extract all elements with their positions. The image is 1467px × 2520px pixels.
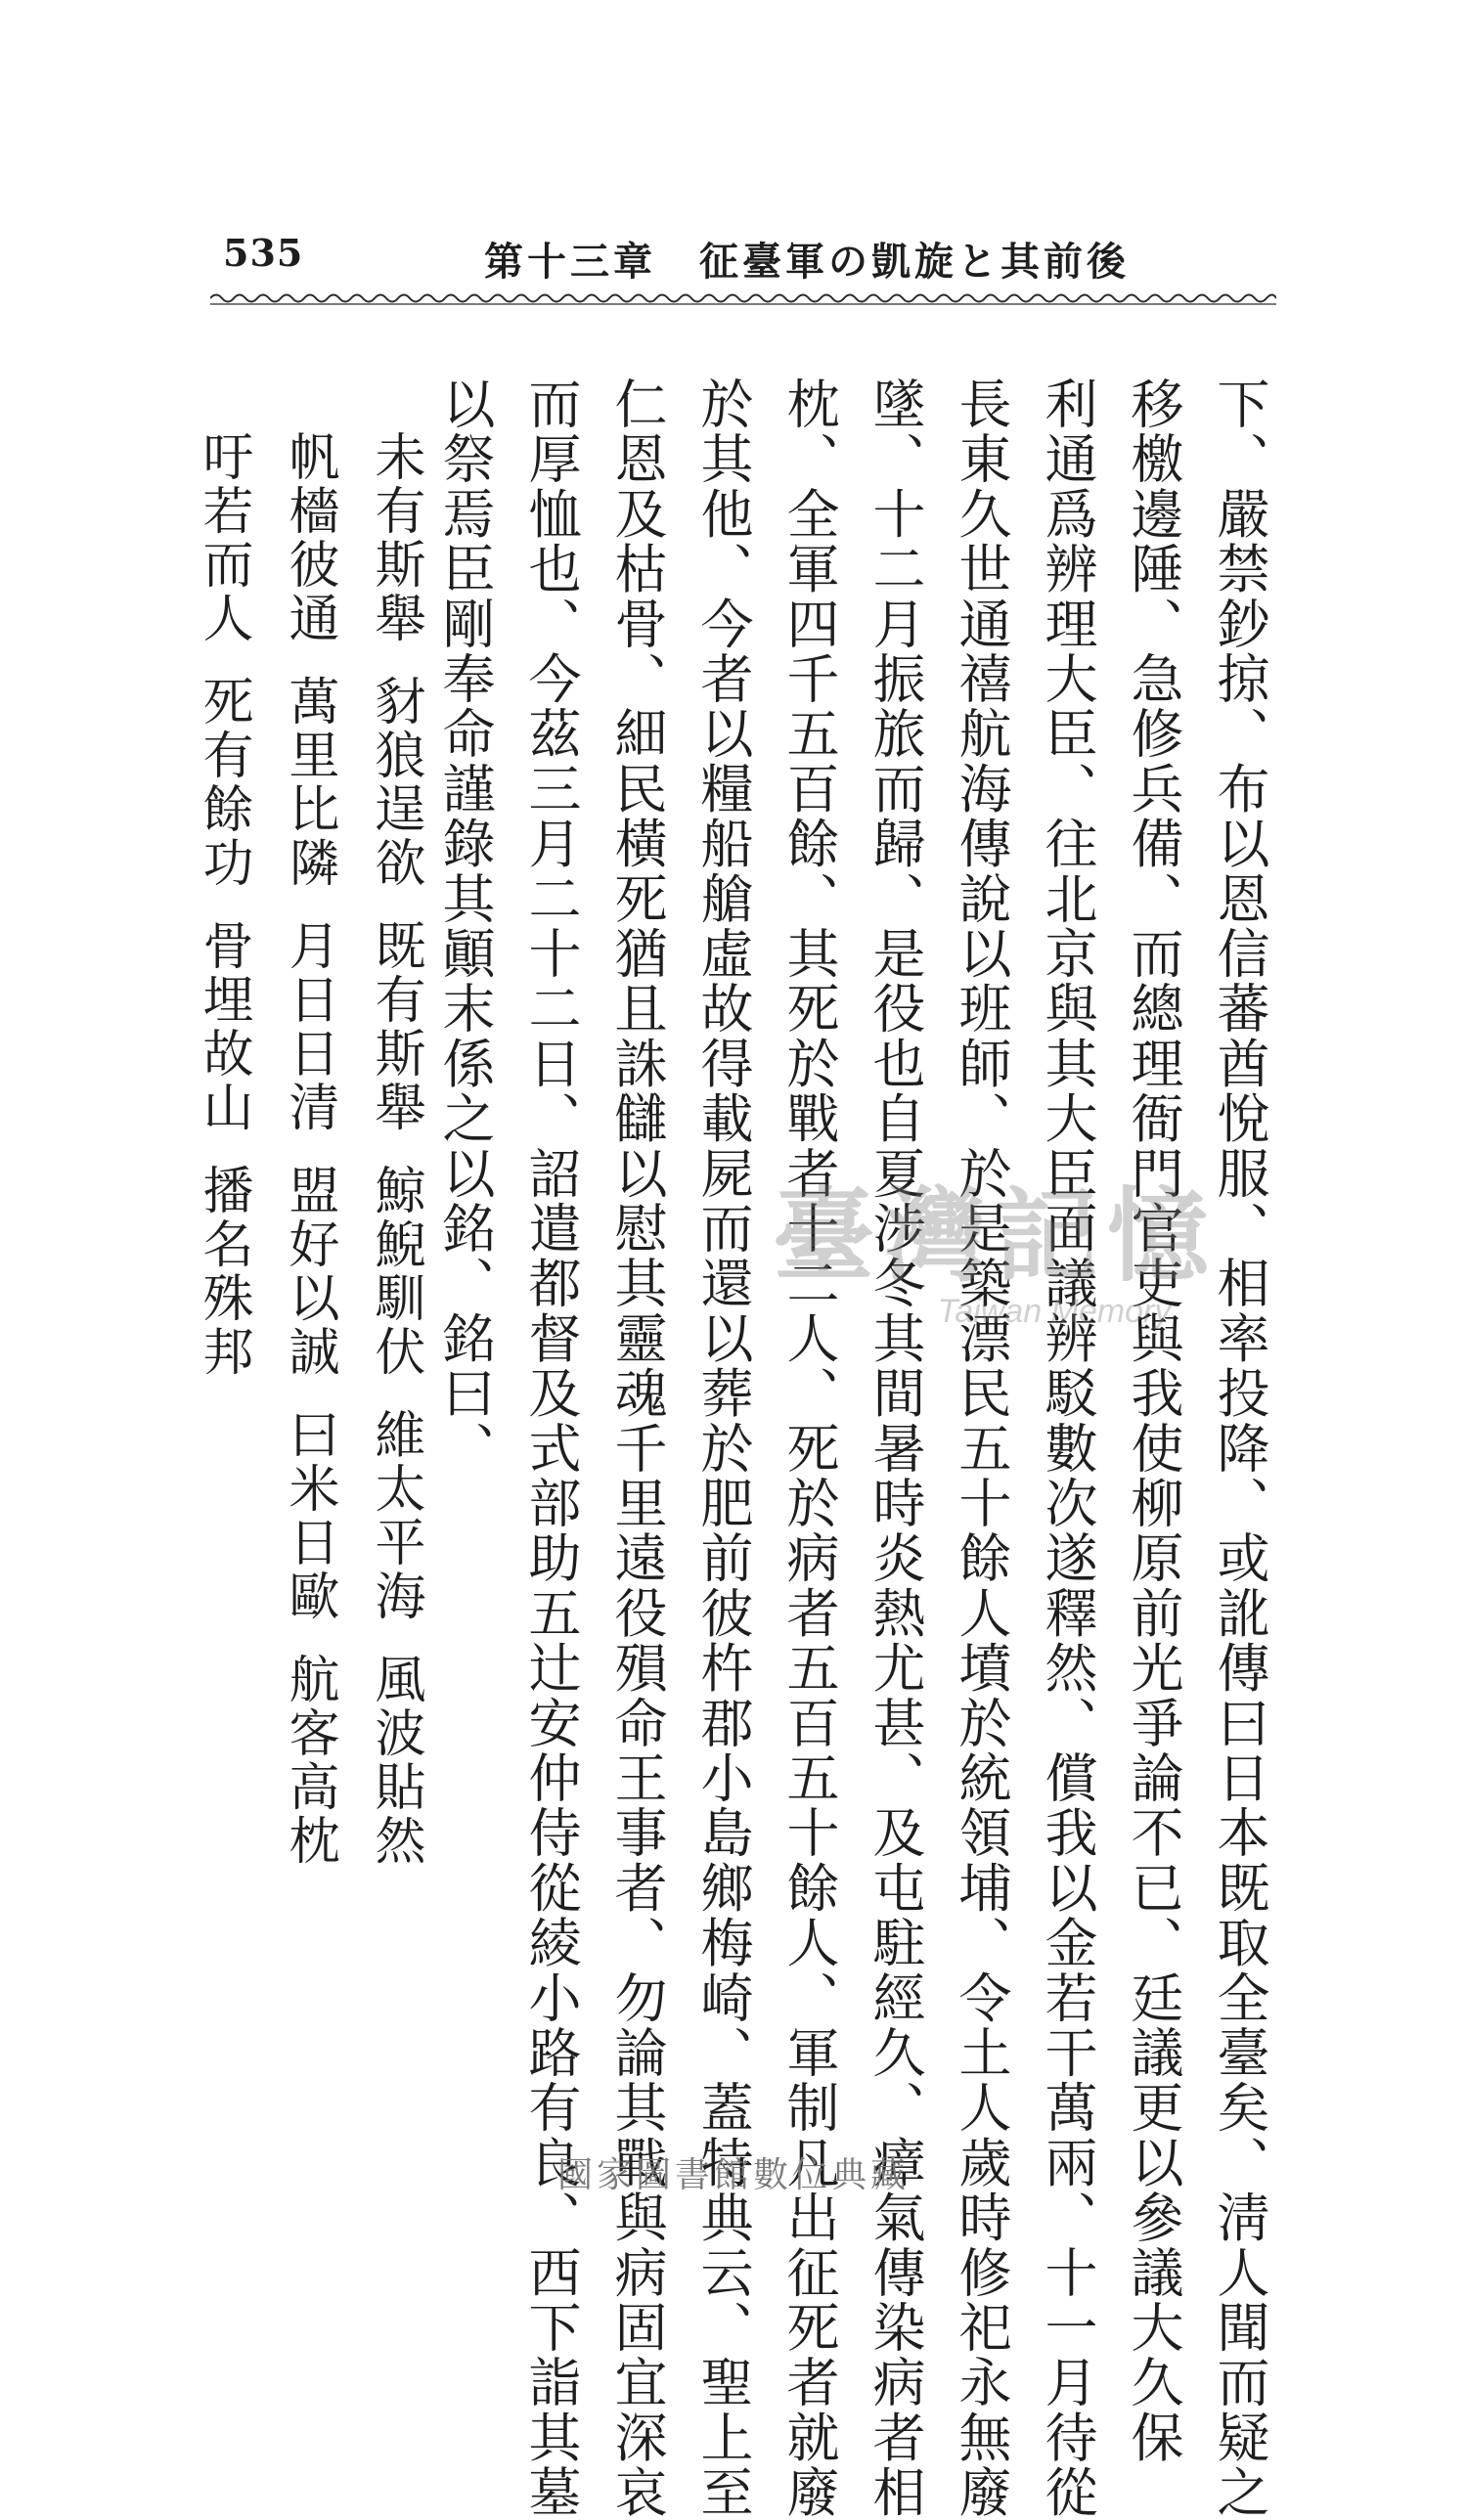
verse-phrase: 航客高枕 (280, 1653, 338, 1868)
text-column: 下、嚴禁鈔掠、布以恩信蕃酋悅服、相率投降、或訛傳曰日本既取全臺矣、淸人聞而疑之 (1209, 376, 1270, 2520)
watermark-title: 臺灣記憶 (773, 1175, 1220, 1296)
text-column: 移檄邊陲、急修兵備、而總理衙門官吏與我使柳原前光爭論不已、廷議更以參議大久保 (1123, 376, 1184, 2465)
text-column: 於其他、今者以糧船艙虛故得載屍而還以葬於肥前彼杵郡小島鄉梅崎、蓋特典云、聖上至 (692, 376, 754, 2520)
verse-phrase: 風波貼然 (366, 1653, 424, 1868)
verse-phrase: 帆檣彼通 (280, 430, 338, 645)
verse-phrase: 鯨鯢馴伏 (366, 1164, 424, 1379)
watermark (773, 1154, 1219, 1331)
text-column: 墜、十二月振旅而歸、是役也自夏涉冬其間暑時炎熱尤甚、及屯駐經久、瘴氣傳染病者相 (865, 376, 926, 2520)
verse-phrase: 萬里比隣 (280, 675, 338, 890)
verse-phrase: 豺狼逞欲 (366, 675, 424, 890)
text-column: 利通爲辨理大臣、往北京與其大臣面議辨駁數次遂釋然、償我以金若干萬兩、十一月待從 (1037, 376, 1098, 2520)
text-column: 仁恩及枯骨、細民橫死猶且誅讎以慰其靈魂千里遠役殞命王事者、勿論其戰與病固宜深哀 (606, 376, 668, 2520)
verse-phrase: 既有斯舉 (366, 919, 424, 1134)
verse-phrase: 維太平海 (366, 1408, 424, 1623)
text-column: 而厚恤也、今茲三月二十二日、詔遣都督及式部助五辻安仲侍從綾小路有良、西下詣其墓 (520, 376, 582, 2520)
verse-phrase: 骨埋故山 (194, 919, 252, 1134)
text-column: 枕、全軍四千五百餘、其死於戰者十二人、死於病者五百五十餘人、軍制凡出征死者就廢 (778, 376, 840, 2520)
text-column: 長東久世通禧航海傳說以班師、於是築漂民五十餘人墳於統領埔、令土人歲時修祀永無廢 (951, 376, 1012, 2520)
text-column: 以祭焉臣剛奉命謹錄其顚末係之以銘、銘曰、 (434, 376, 496, 1476)
verse-phrase: 未有斯舉 (366, 430, 424, 645)
watermark-subtitle: Taiwan Memory (937, 1293, 1172, 1330)
page-number: 535 (223, 231, 304, 275)
ornament-rule (210, 287, 1276, 309)
verse-phrase: 吁若而人 (194, 430, 252, 645)
verse-phrase: 曰米日歐 (280, 1408, 338, 1623)
verse-phrase: 月日日清 (280, 919, 338, 1134)
running-head: 第十三章 征臺軍の凱旋と其前後 (484, 239, 1130, 285)
verse-phrase: 盟好以誠 (280, 1164, 338, 1379)
verse-phrase: 播名殊邦 (194, 1164, 252, 1379)
library-credit: 國家圖書館數位典藏 (556, 2155, 910, 2195)
verse-phrase: 死有餘功 (194, 675, 252, 890)
